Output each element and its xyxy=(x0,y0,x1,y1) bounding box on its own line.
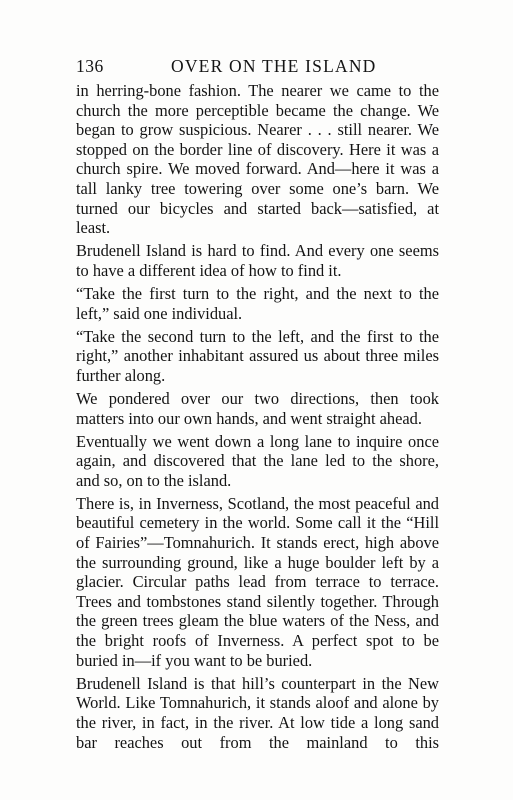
paragraph-2: Brudenell Island is hard to find. And every one seems to have a different idea of how to find it. xyxy=(76,241,439,280)
paragraph-8-text: Brudenell Island is that hill’s counterpart in the New World. Like Tomnahurich, it stands aloof and alone by the river, in fact, in the river. At low tide a long sand bar reaches out from the mainland to this xyxy=(76,673,439,752)
running-title: OVER ON THE ISLAND xyxy=(171,56,377,76)
page-number: 136 xyxy=(76,56,104,76)
paragraph-5: We pondered over our two directions, then took matters into our own hands, and went straight ahead. xyxy=(76,388,439,428)
paragraph-8 xyxy=(76,674,439,752)
paragraph-7: There is, in Inverness, Scotland, the most peaceful and beautiful cemetery in the world. Some call it the “Hill of Fairies”—Tomnahurich. It stands erect, high above the surrounding ground, like a huge boulder left by a glacier. Circular paths lead from terrace to terrace. Trees and tombstones stand silently together. Through the green trees gleam the blue waters of the Ness, and the bright roofs of Inverness. A perfect spot to be buried in—if you want to be buried. xyxy=(76,493,439,670)
paragraph-6: Eventually we went down a long lane to inquire once again, and discovered that the lane led to the shore, and so, on to the island. xyxy=(76,431,439,490)
paragraph-4: “Take the second turn to the left, and the first to the right,” another inhabitant assured us about three miles further along. xyxy=(76,326,439,385)
paragraph-3: “Take the first turn to the right, and the next to the left,” said one individual. xyxy=(76,283,439,323)
body-text xyxy=(76,81,439,752)
page-header xyxy=(76,56,439,78)
paragraph-1: in herring-bone fashion. The nearer we came to the church the more perceptible became the change. We began to grow suspicious. Nearer . . . still nearer. We stopped on the border line of discovery. Here it was a church spire. We moved forward. And—here it was a tall lanky tree towering over some one’s barn. We turned our bicycles and started back—satisfied, at least. xyxy=(76,81,439,238)
